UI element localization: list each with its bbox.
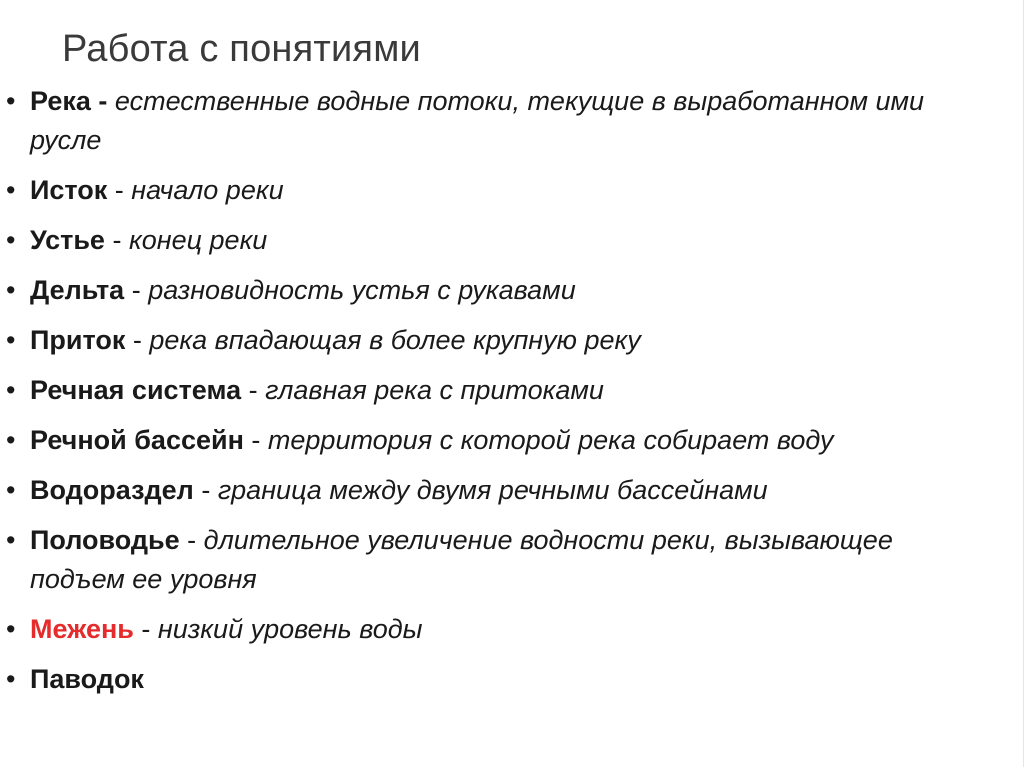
term-label: Половодье	[30, 525, 180, 555]
term-definition: разновидность устья с рукавами	[148, 275, 576, 305]
term-list	[0, 82, 1000, 710]
term-item-rechnoy-basseyn	[0, 421, 1000, 460]
term-separator: -	[193, 475, 218, 505]
term-definition: граница между двумя речными бассейнами	[217, 475, 768, 505]
term-separator: -	[125, 325, 150, 355]
term-label: Устье	[30, 225, 105, 255]
term-label: Речной бассейн	[30, 425, 244, 455]
bullet-icon: •	[6, 275, 16, 305]
term-separator: -	[243, 425, 268, 455]
term-item-ustye	[0, 221, 1000, 260]
term-item-rechnaya-sistema	[0, 371, 1000, 410]
slide-title: Работа с понятиями	[62, 28, 421, 70]
term-label: Речная система	[30, 375, 242, 405]
term-item-reka	[0, 82, 1000, 160]
term-separator: -	[104, 225, 129, 255]
term-label: Исток	[30, 175, 108, 205]
term-item-vodorazdel	[0, 471, 1000, 510]
bullet-icon: •	[6, 664, 16, 694]
term-separator: -	[124, 275, 149, 305]
term-definition: длительное увеличение водности реки, вызывающее подъем ее уровня	[30, 525, 893, 594]
bullet-icon: •	[6, 225, 16, 255]
term-separator: -	[90, 86, 115, 116]
bullet-icon: •	[6, 175, 16, 205]
term-definition: конец реки	[128, 225, 268, 255]
term-definition: река впадающая в более крупную реку	[149, 325, 641, 355]
term-label: Межень	[30, 614, 134, 644]
bullet-icon: •	[6, 475, 16, 505]
bullet-icon: •	[6, 375, 16, 405]
term-definition: главная река с притоками	[265, 375, 604, 405]
term-item-delta	[0, 271, 1000, 310]
bullet-icon: •	[6, 614, 16, 644]
term-item-mezhen	[0, 610, 1000, 649]
term-label: Приток	[30, 325, 126, 355]
bullet-icon: •	[6, 325, 16, 355]
term-definition: низкий уровень воды	[157, 614, 423, 644]
term-definition: естественные водные потоки, текущие в выработанном ими русле	[30, 86, 924, 155]
term-definition: территория с которой река собирает воду	[267, 425, 834, 455]
term-definition: начало реки	[131, 175, 284, 205]
term-label: Водораздел	[30, 475, 194, 505]
term-label: Паводок	[30, 664, 144, 694]
term-item-pavodok	[0, 660, 1000, 699]
term-item-istok	[0, 171, 1000, 210]
term-item-pritok	[0, 321, 1000, 360]
term-separator: -	[241, 375, 266, 405]
term-label: Дельта	[30, 275, 125, 305]
bullet-icon: •	[6, 525, 16, 555]
term-separator: -	[107, 175, 132, 205]
bullet-icon: •	[6, 86, 16, 116]
term-separator: -	[179, 525, 204, 555]
term-separator: -	[133, 614, 158, 644]
bullet-icon: •	[6, 425, 16, 455]
term-item-polovodye	[0, 521, 1000, 599]
term-label: Река	[30, 86, 91, 116]
